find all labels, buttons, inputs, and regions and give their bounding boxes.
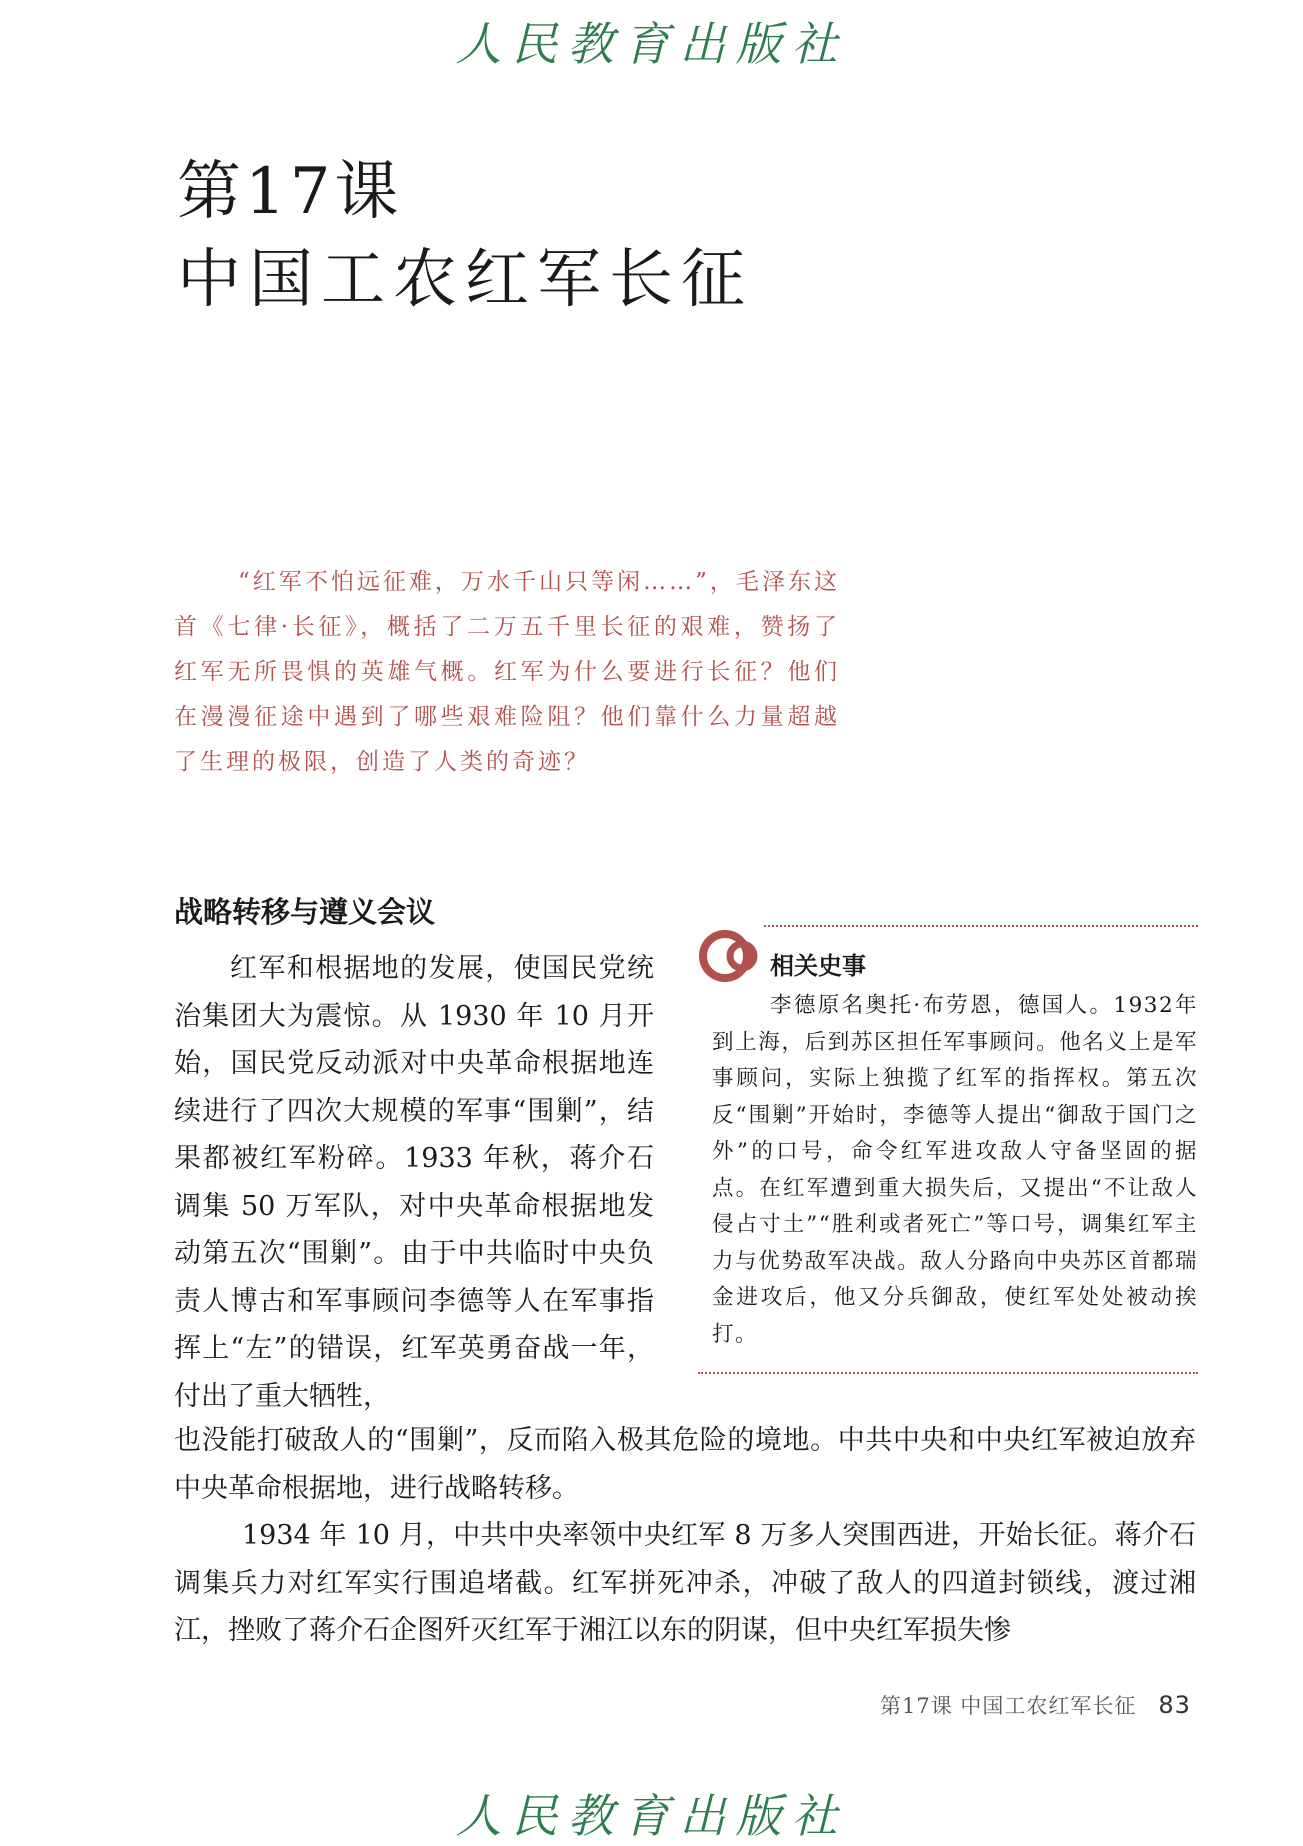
sidebar-top-divider	[764, 925, 1198, 927]
page-number: 83	[1158, 1691, 1191, 1719]
lesson-number: 第17课	[177, 155, 403, 229]
footer-lesson-label: 第17课 中国工农红军长征	[880, 1694, 1137, 1718]
related-history-icon	[698, 928, 764, 984]
body-paragraph-1-column: 红军和根据地的发展，使国民党统治集团大为震惊。从 1930 年 10 月开始，国民党反动派对中央革命根据地连续进行了四次大规模的军事“围剿”，结果都被红军粉碎。1933 年秋，蒋介石调集 50 万军队，对中央革命根据地发动第五次“围剿”。由于中共临时中央负责人博古和军事顾问李德等人在军事指挥上“左”的错误，红军英勇奋战一年，付出了重大牺牲，	[174, 953, 654, 1412]
body-paragraph-1-continued: 也没能打破敌人的“围剿”，反而陷入极其危险的境地。中共中央和中央红军被迫放弃中央革命根据地，进行战略转移。	[174, 1425, 1196, 1504]
sidebar-text: 李德原名奥托·布劳恩，德国人。1932年到上海，后到苏区担任军事顾问。他名义上是军事顾问，实际上独揽了红军的指挥权。第五次反“围剿”开始时，李德等人提出“御敌于国门之外”的口号，命令红军进攻敌人守备坚固的据点。在红军遭到重大损失后，又提出“不让敌人侵占寸土”“胜利或者死亡”等口号，调集红军主力与优势敌军决战。敌人分路向中央苏区首都瑞金进攻后，他又分兵御敌，使红军处处被动挨打。	[712, 993, 1198, 1347]
page-footer	[880, 1690, 1191, 1720]
related-history-box	[698, 922, 1198, 1392]
publisher-header: 人民教育出版社	[455, 17, 848, 71]
sidebar-bottom-divider	[698, 1372, 1198, 1374]
section-heading: 战略转移与遵义会议	[174, 895, 436, 929]
intro-paragraph: “红军不怕远征难，万水千山只等闲……”，毛泽东这首《七律·长征》，概括了二万五千里长征的艰难，赞扬了红军无所畏惧的英雄气概。红军为什么要进行长征？他们在漫漫征途中遇到了哪些艰难险阻？他们靠什么力量超越了生理的极限，创造了人类的奇迹？	[174, 569, 840, 775]
sidebar-heading: 相关史事	[770, 952, 866, 980]
publisher-footer: 人民教育出版社	[455, 1789, 848, 1843]
lesson-title: 中国工农红军长征	[177, 243, 753, 317]
body-paragraph-2: 1934 年 10 月，中共中央率领中央红军 8 万多人突围西进，开始长征。蒋介石调集兵力对红军实行围追堵截。红军拼死冲杀，冲破了敌人的四道封锁线，渡过湘江，挫败了蒋介石企图歼灭红军于湘江以东的阴谋，但中央红军损失惨	[174, 1520, 1196, 1646]
